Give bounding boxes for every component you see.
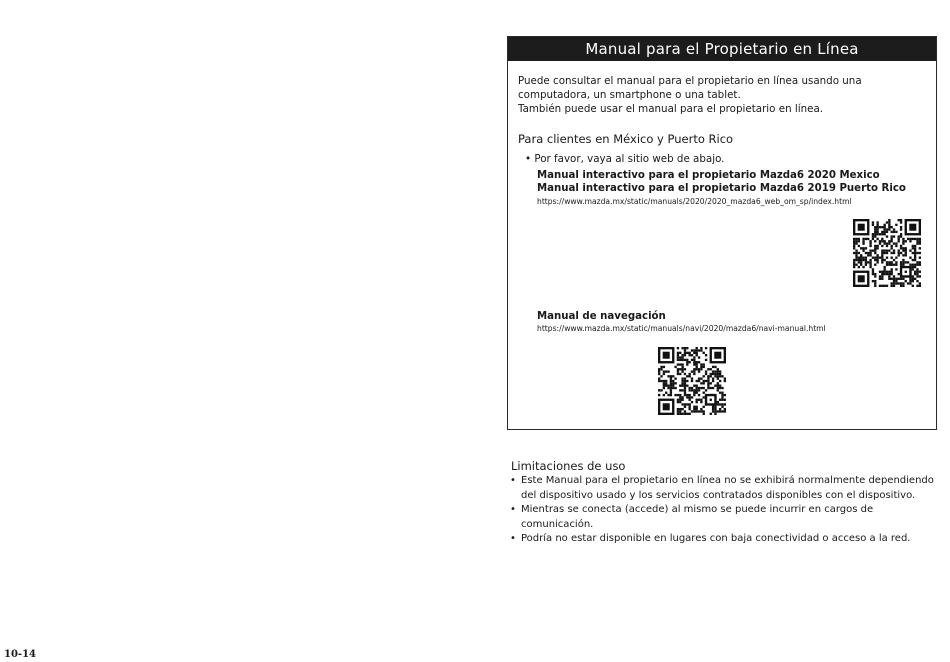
- intro-line: También puede usar el manual para el propietario en línea.: [518, 103, 824, 115]
- manual-url[interactable]: https://www.mazda.mx/static/manuals/2020/2020_mazda6_web_om_sp/index.html: [537, 197, 852, 206]
- list-item: • Mientras se conecta (accede) al mismo se puede incurrir en cargos de comunicación.: [508, 503, 938, 532]
- navigation-manual-url[interactable]: https://www.mazda.mx/static/manuals/navi/2020/mazda6/navi-manual.html: [537, 324, 826, 333]
- intro-line: computadora, un smartphone o una tablet.: [518, 89, 741, 101]
- list-item: • Podría no estar disponible en lugares con baja conectividad o acceso a la red.: [508, 532, 938, 547]
- navigation-manual-title[interactable]: Manual de navegación: [537, 311, 666, 322]
- limits-title: Limitaciones de uso: [511, 459, 626, 473]
- manual-link-2020-mexico[interactable]: Manual interactivo para el propietario Mazda6 2020 Mexico: [537, 170, 880, 181]
- bullet-icon: •: [525, 153, 535, 165]
- instruction-text: Por favor, vaya al sitio web de abajo.: [534, 153, 725, 165]
- page-number: 10-14: [4, 649, 36, 660]
- intro-line: Puede consultar el manual para el propietario en línea usando una: [518, 75, 862, 87]
- section-title: Para clientes en México y Puerto Rico: [518, 132, 734, 146]
- online-manual-box: [507, 36, 937, 430]
- limits-list: [508, 474, 938, 547]
- manual-link-2019-puerto-rico[interactable]: Manual interactivo para el propietario Mazda6 2019 Puerto Rico: [537, 183, 906, 194]
- intro-text: [518, 74, 928, 116]
- qr-code-icon[interactable]: [853, 219, 921, 287]
- qr-code-icon[interactable]: [658, 347, 726, 415]
- box-title: Manual para el Propietario en Línea: [508, 37, 936, 61]
- instruction-item: [525, 153, 724, 165]
- list-item: • Este Manual para el propietario en línea no se exhibirá normalmente dependiendo del dispositivo usado y los servicios contratados disponibles con el dispositivo.: [508, 474, 938, 503]
